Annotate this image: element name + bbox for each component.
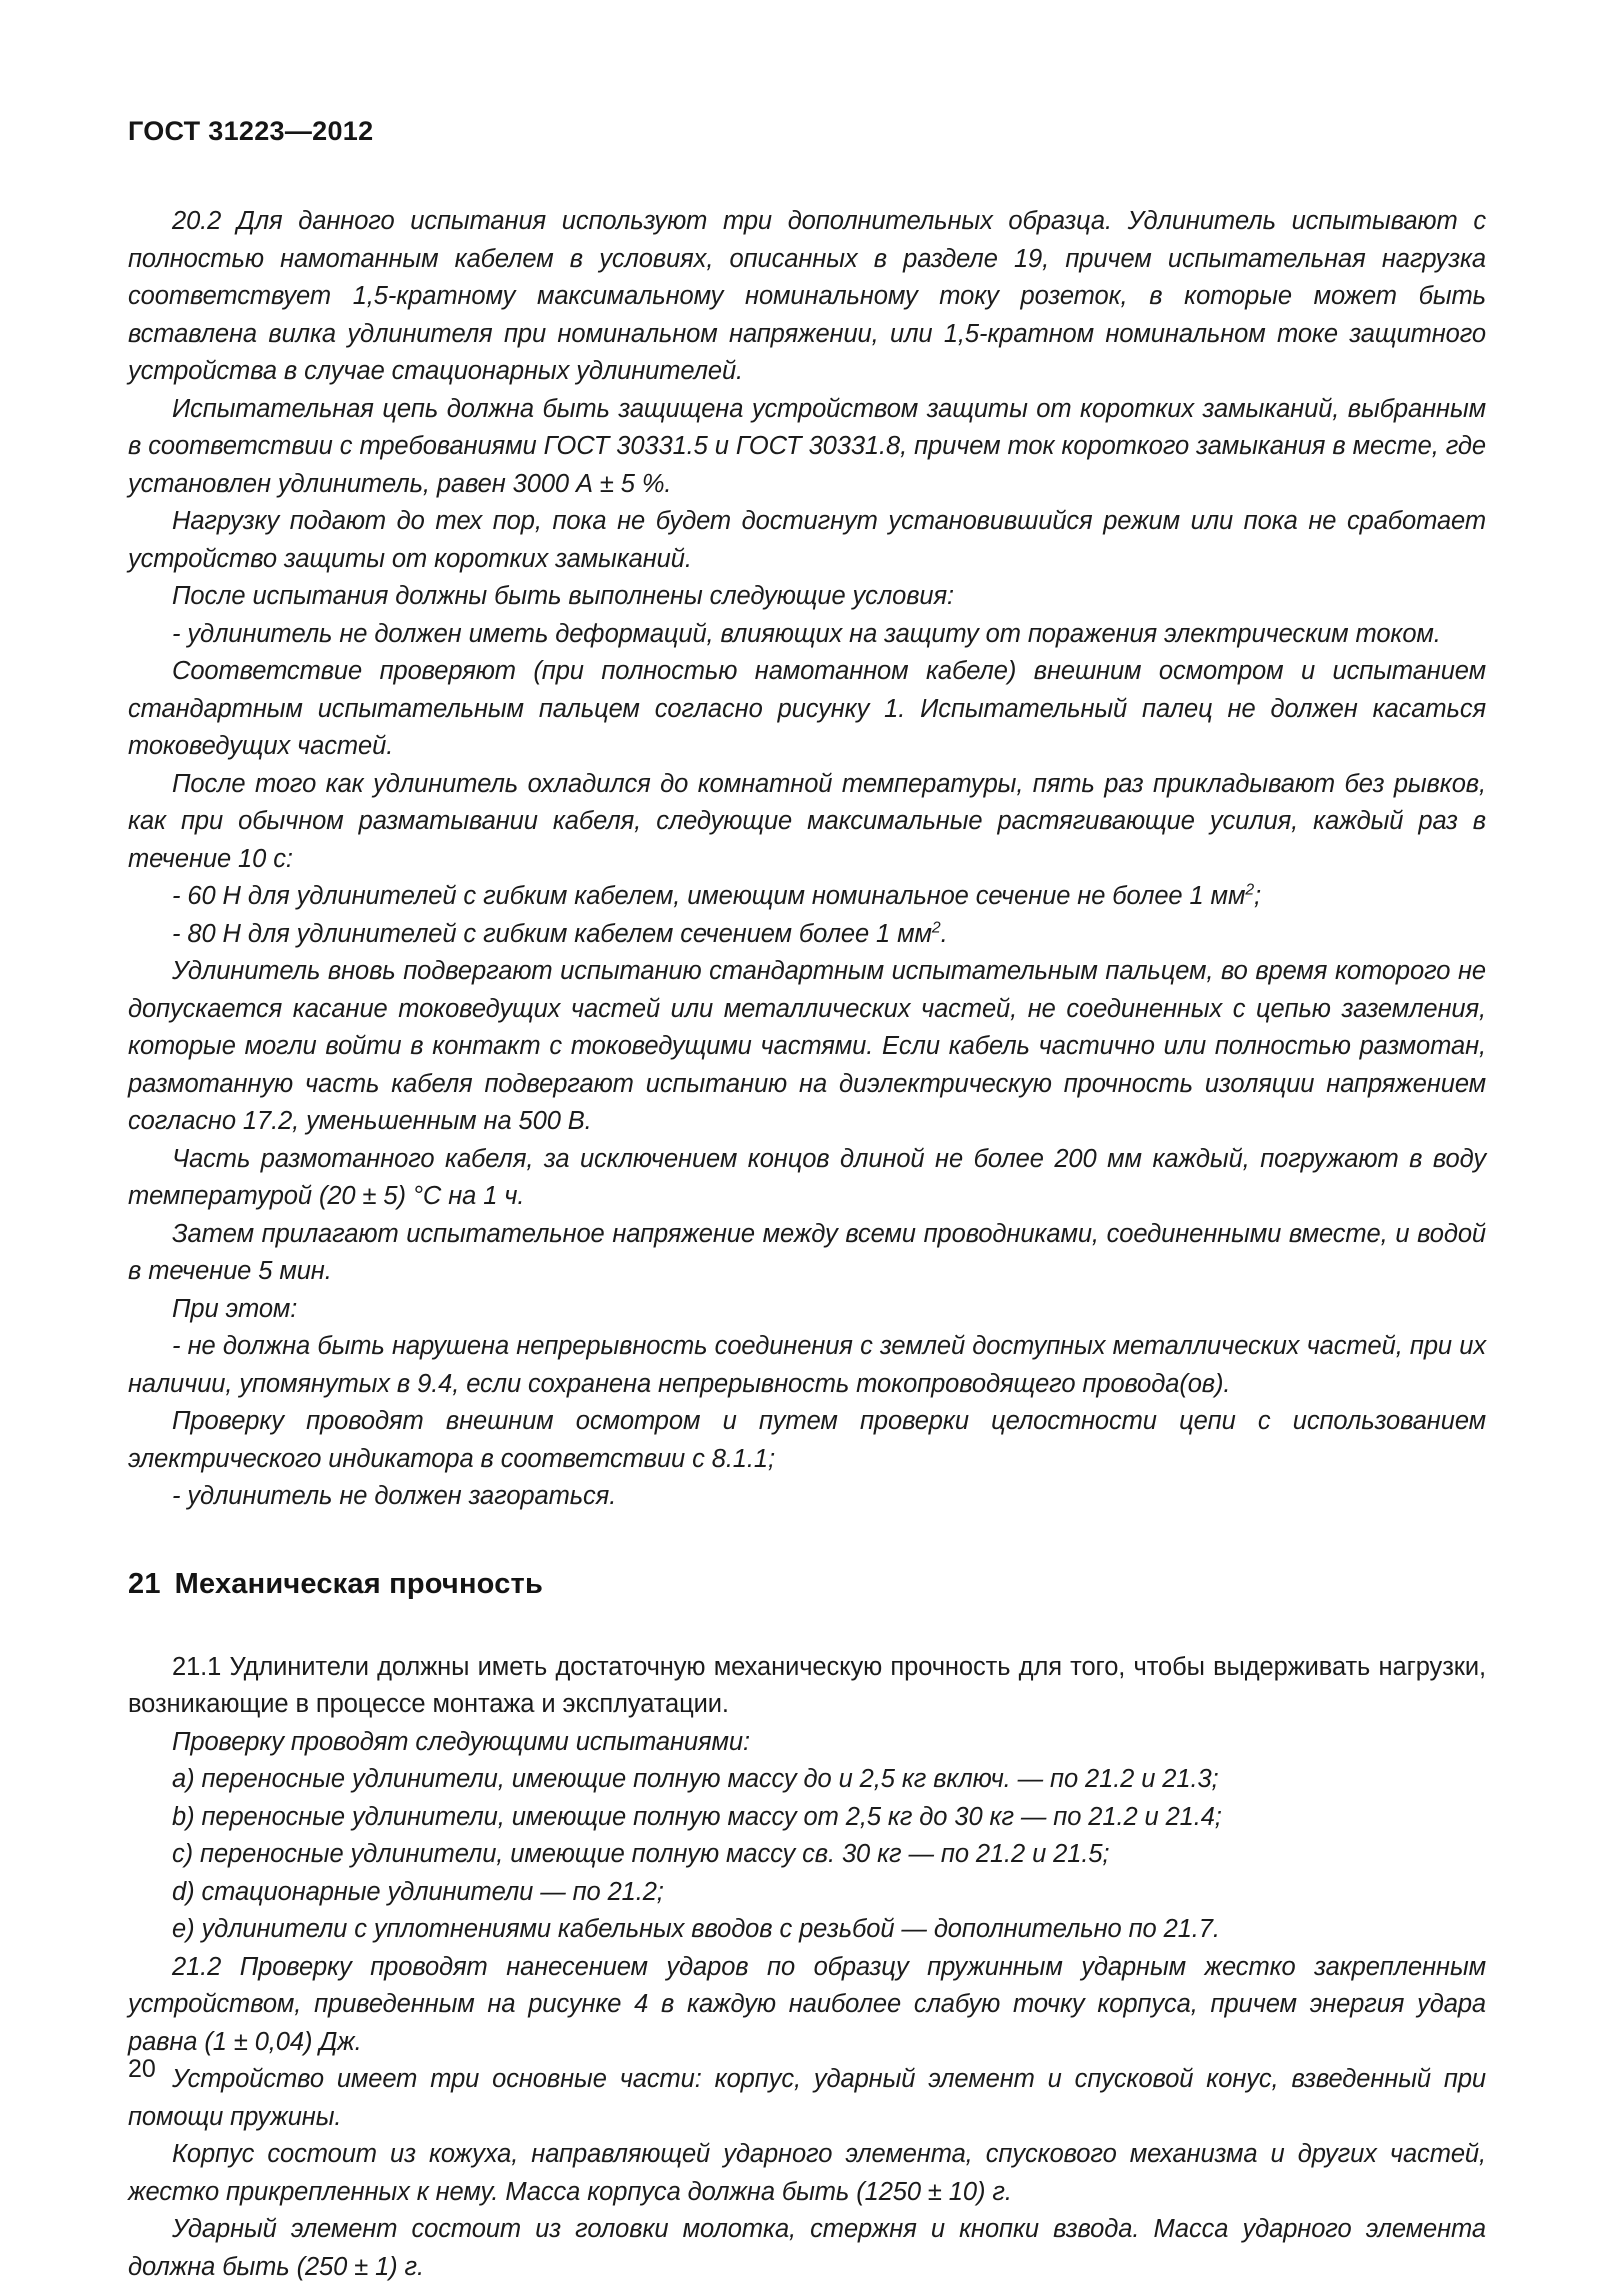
- list-item-test-b: b) переносные удлинители, имеющие полную массу от 2,5 кг до 30 кг — по 21.2 и 21.4;: [172, 1802, 1222, 1831]
- paragraph-20-2: 20.2 Для данного испытания используют три дополнительных образца. Удлинитель испытывают с полностью намотанным кабелем в условиях, описанных в разделе 19, причем испытательная нагрузка соответствует 1,5-кратному максимальному номинальному току розеток, в которые может быть вставлена вилка удлинителя при номинальном напряжении, или 1,5-кратном номинальном токе защитного устройства в случае стационарных удлинителей.: [128, 207, 1486, 385]
- list-item-no-deformation: - удлинитель не должен иметь деформаций, влияющих на защиту от поражения электрическим током.: [172, 619, 1441, 648]
- list-item-test-e: e) удлинители с уплотнениями кабельных вводов с резьбой — дополнительно по 21.7.: [172, 1915, 1220, 1943]
- force-80n-tail: .: [940, 919, 948, 948]
- paragraph-tests-intro: Проверку проводят следующими испытаниями:: [172, 1727, 750, 1756]
- force-60n-superscript: 2: [1245, 881, 1255, 899]
- paragraph-compliance-check: Соответствие проверяют (при полностью намотанном кабеле) внешним осмотром и испытанием стандартным испытательным пальцем согласно рисунку 1. Испытательный палец не должен касаться токоведущих частей.: [128, 657, 1486, 760]
- standard-header: ГОСТ 31223—2012: [128, 116, 374, 146]
- list-item-test-a: a) переносные удлинители, имеющие полную массу до и 2,5 кг включ. — по 21.2 и 21.3;: [172, 1765, 1219, 1793]
- section-heading-number: 21: [128, 1567, 161, 1600]
- paragraph-21-1: 21.1 Удлинители должны иметь достаточную механическую прочность для того, чтобы выдерживать нагрузки, возникающие в процессе монтажа и эксплуатации.: [128, 1652, 1486, 1718]
- list-item-test-c: c) переносные удлинители, имеющие полную массу св. 30 кг — по 21.2 и 21.5;: [172, 1840, 1110, 1868]
- paragraph-test-voltage: Затем прилагают испытательное напряжение между всеми проводниками, соединенными вместе, и водой в течение 5 мин.: [128, 1219, 1486, 1285]
- clause-20-2-block: [128, 203, 1486, 1516]
- page-number: 20: [128, 2055, 156, 2083]
- list-item-force-60n: [128, 878, 1486, 916]
- paragraph-finger-retest: Удлинитель вновь подвергают испытанию стандартным испытательным пальцем, во время которого не допускается касание токоведущих частей или металлических частей, не соединенных с цепью заземления, которые могли войти в контакт с токоведущими частями. Если кабель частично или полностью размотан, размотанную часть кабеля подвергают испытанию на диэлектрическую прочность изоляции напряжением согласно 17.2, уменьшенным на 500 В.: [128, 957, 1486, 1135]
- list-item-force-80n: [128, 916, 1486, 954]
- paragraph-21-2: 21.2 Проверку проводят нанесением ударов по образцу пружинным ударным жестко закрепленным устройством, приведенным на рисунке 4 в каждую наиболее слабую точку корпуса, причем энергия удара равна (1 ± 0,04) Дж.: [128, 1952, 1486, 2056]
- force-60n-tail: ;: [1254, 882, 1262, 910]
- clause-21-block: [128, 1649, 1486, 2283]
- page-content: [128, 0, 1486, 2283]
- paragraph-device-parts: Устройство имеет три основные части: корпус, ударный элемент и спусковой конус, взведенный при помощи пружины.: [128, 2065, 1486, 2131]
- paragraph-water-immersion: Часть размотанного кабеля, за исключением концов длиной не более 200 мм каждый, погружают в воду температурой (20 ± 5) °С на 1 ч.: [128, 1144, 1486, 1210]
- paragraph-post-test-conditions: После испытания должны быть выполнены следующие условия:: [172, 582, 954, 610]
- paragraph-body-composition: Корпус состоит из кожуха, направляющей ударного элемента, спускового механизма и других частей, жестко прикрепленных к нему. Масса корпуса должна быть (1250 ± 10) г.: [128, 2140, 1486, 2206]
- list-item-earth-continuity: - не должна быть нарушена непрерывность соединения с землей доступных металлических частей, при их наличии, упомянутых в 9.4, если сохранена непрерывность токопроводящего провода(ов).: [128, 1332, 1486, 1398]
- paragraph-load-application: Нагрузку подают до тех пор, пока не будет достигнут установившийся режим или пока не сработает устройство защиты от коротких замыканий.: [128, 507, 1486, 573]
- paragraph-hammer-element: Ударный элемент состоит из головки молотка, стержня и кнопки взвода. Масса ударного элемента должна быть (250 ± 1) г.: [128, 2215, 1486, 2281]
- force-80n-superscript: 2: [931, 919, 941, 936]
- force-60n-text: - 60 Н для удлинителей с гибким кабелем, имеющим номинальное сечение не более 1 мм: [172, 882, 1246, 910]
- section-heading-title: Механическая прочность: [174, 1567, 543, 1600]
- force-80n-text: - 80 Н для удлинителей с гибким кабелем сечением более 1 мм: [172, 919, 932, 948]
- list-item-test-d: d) стационарные удлинители — по 21.2;: [172, 1877, 664, 1906]
- list-item-no-ignition: - удлинитель не должен загораться.: [172, 1482, 617, 1510]
- paragraph-cooling-pull-forces: После того как удлинитель охладился до комнатной температуры, пять раз прикладывают без рывков, как при обычном разматывании кабеля, следующие максимальные растягивающие усилия, каждый раз в течение 10 с:: [128, 769, 1486, 873]
- paragraph-test-circuit: Испытательная цепь должна быть защищена устройством защиты от коротких замыканий, выбранным в соответствии с требованиями ГОСТ 30331.5 и ГОСТ 30331.8, причем ток короткого замыкания в месте, где установлен удлинитель, равен 3000 А ± 5 %.: [128, 394, 1486, 498]
- paragraph-at-this: При этом:: [172, 1294, 298, 1323]
- section-heading-21: [128, 1516, 1486, 1601]
- paragraph-visual-inspection: Проверку проводят внешним осмотром и путем проверки целостности цепи с использованием электрического индикатора в соответствии с 8.1.1;: [128, 1407, 1486, 1473]
